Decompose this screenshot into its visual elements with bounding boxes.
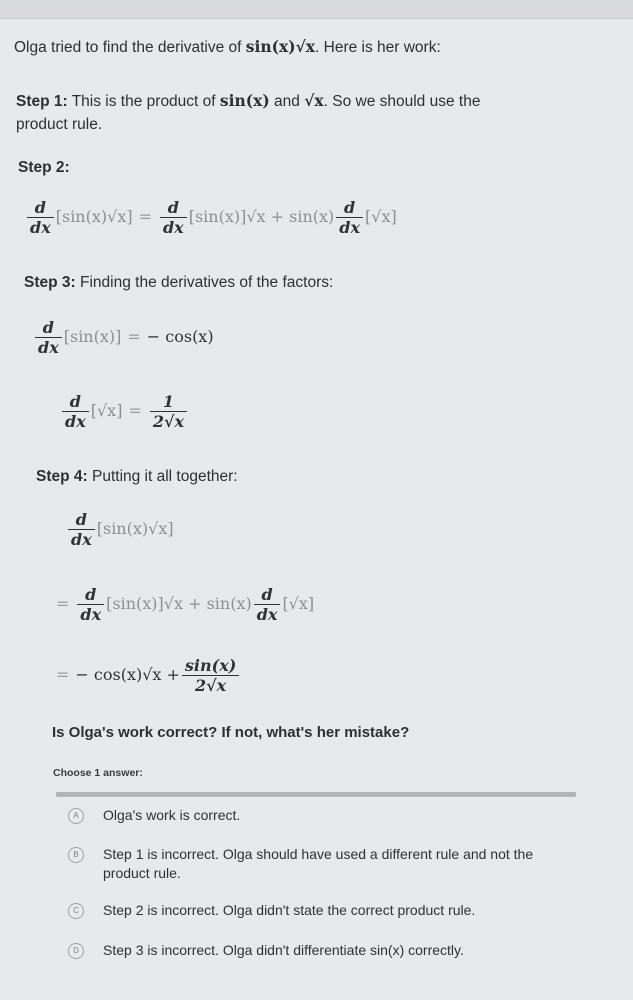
option-c[interactable] [58,901,578,923]
step3-label: Step 3: [24,274,76,291]
frac-num: d [85,585,97,604]
intro-expression: sin(x)√x [245,37,316,56]
answer-divider [56,792,576,797]
step3-line [24,272,333,294]
frac-den: 2√x [182,675,239,695]
step1-text-end: . So we should use the [323,93,481,110]
frac-den: dx [254,604,281,624]
frac-num: d [42,318,54,337]
step4-line2 [56,585,314,624]
option-d[interactable] [58,941,578,963]
intro-text-end: . Here is her work: [315,39,441,56]
option-a[interactable] [58,806,578,828]
equals-sign: = [56,594,70,613]
step3-text: Finding the derivatives of the factors: [75,274,334,291]
step4-line1-expr: [sin(x)√x] [96,519,174,538]
radio-a-icon[interactable]: A [68,808,84,824]
step3-equation-1 [33,318,214,357]
d-dx-fraction [68,510,95,549]
radio-c-icon[interactable]: C [68,903,84,919]
step1-factor-sin: sin(x) [219,91,270,110]
d-dx-fraction-2 [254,585,281,624]
step1-line2: product rule. [16,116,103,133]
option-b[interactable] [58,845,578,885]
step4-line3 [56,656,241,695]
d-dx-fraction-2 [160,198,187,237]
equals-sign: = [127,327,141,346]
step4-line3-expr: − cos(x)√x + [75,665,180,684]
frac-den: dx [160,217,187,237]
step4-line [36,466,238,488]
equals-sign: = [128,401,142,420]
step4-text: Putting it all together: [87,468,238,485]
step1-label: Step 1: [16,93,68,110]
step4-line1 [66,510,174,549]
d-dx-fraction [35,318,62,357]
frac-num: d [34,198,46,217]
step2-rhs-a: [sin(x)]√x + sin(x) [188,207,335,226]
intro-line [14,36,441,59]
step4-line2-expr-b: [√x] [282,594,315,613]
frac-num: d [261,585,273,604]
frac-den: dx [336,217,363,237]
step2-label-text: Step 2: [18,159,70,176]
frac-den: dx [77,604,104,624]
step2-label [18,157,70,179]
step3-eq1-arg: [sin(x)] [63,327,122,346]
frac-num: d [69,392,81,411]
option-b-text: Step 1 is incorrect. Olga should have used a different rule and not the product rule. [103,846,534,881]
d-dx-fraction-3 [336,198,363,237]
d-dx-fraction [77,585,104,624]
d-dx-fraction [62,392,89,431]
option-c-text: Step 2 is incorrect. Olga didn't state the correct product rule. [103,902,476,918]
frac-num: d [75,510,87,529]
radio-d-icon[interactable]: D [68,943,84,959]
step1-and: and [269,93,305,110]
step4-line2-expr-a: [sin(x)]√x + sin(x) [106,594,252,613]
step1-text: This is the product of [67,93,220,110]
frac-den: dx [68,529,95,549]
one-over-2sqrtx [150,392,187,431]
step3-eq2-arg: [√x] [90,401,123,420]
frac-num: sin(x) [184,656,237,675]
equals-sign: = [56,665,70,684]
option-a-text: Olga's work is correct. [103,807,241,823]
choose-label: Choose 1 answer: [53,767,143,779]
frac-num: 1 [162,392,174,411]
step3-equation-2 [60,392,189,431]
frac-num: d [167,198,179,217]
frac-den: dx [35,337,62,357]
radio-b-icon[interactable]: B [68,847,84,863]
sin-over-2sqrtx [182,656,239,695]
step3-eq1-rhs: − cos(x) [146,327,214,346]
step1-factor-sqrt: √x [304,91,324,110]
step1-line [16,90,480,113]
frac-den: dx [62,411,89,431]
step2-equation [25,198,397,237]
question-text: Is Olga's work correct? If not, what's her mistake? [52,724,410,741]
frac-num: d [344,198,356,217]
frac-den: 2√x [150,411,187,431]
option-d-text: Step 3 is incorrect. Olga didn't differentiate sin(x) correctly. [103,942,464,958]
step2-rhs-b: [√x] [365,207,397,226]
step4-label: Step 4: [36,468,88,485]
equals-sign: = [138,207,152,226]
d-dx-fraction [27,198,54,237]
intro-text: Olga tried to find the derivative of [14,39,246,56]
step2-lhs: [sin(x)√x] [55,207,133,226]
frac-den: dx [27,217,54,237]
